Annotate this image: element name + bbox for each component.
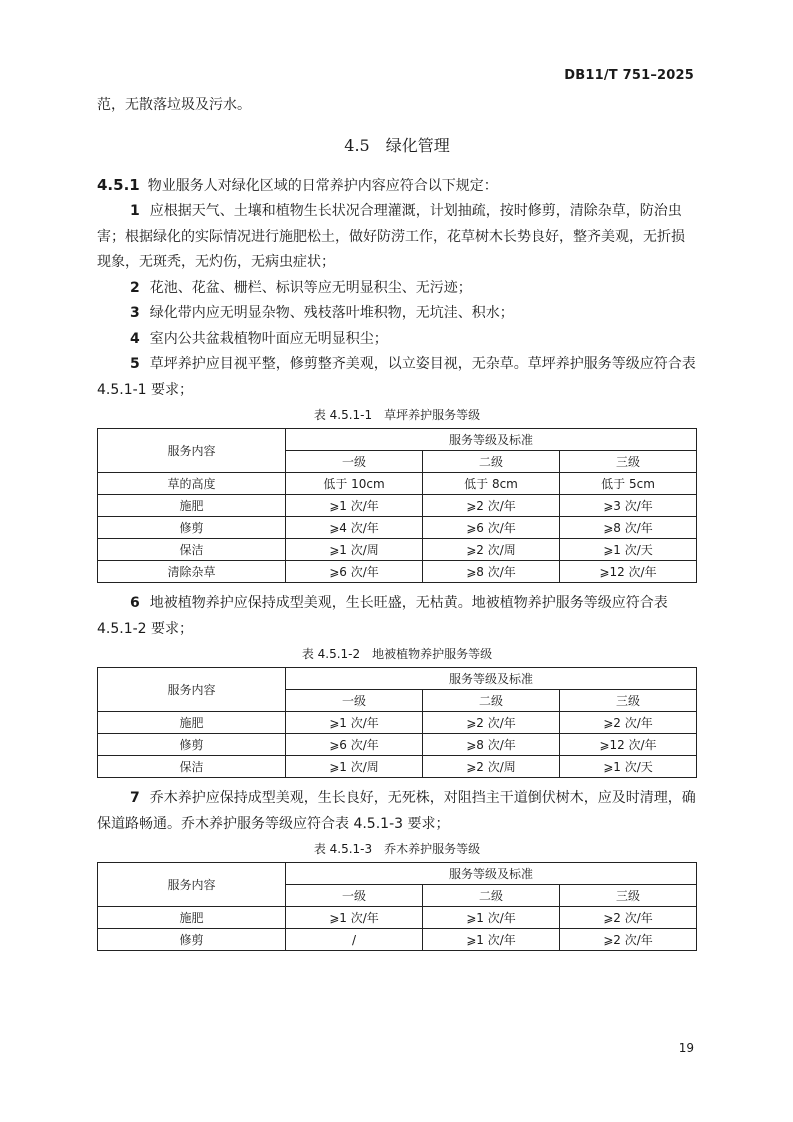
row-header-cell: 服务内容 [98,668,286,712]
table-cell: ⩾1 次/周 [286,539,423,561]
row-label: 修剪 [98,734,286,756]
group-header-cell: 服务等级及标准 [286,863,697,885]
list-item-2 [97,276,697,302]
item-number: 2 [130,279,140,296]
continuation-text: 范，无散落垃圾及污水。 [97,97,251,113]
level-cell: 三级 [560,690,697,712]
table-cell: ⩾2 次/周 [423,756,560,778]
tree-service-table [97,862,697,951]
table-row [98,712,697,734]
table-cell: ⩾3 次/年 [560,495,697,517]
table-cell: ⩾1 次/年 [286,495,423,517]
table-row [98,734,697,756]
item-text: 室内公共盆栽植物叶面应无明显积尘； [149,330,388,347]
table-cell: ⩾2 次/年 [560,907,697,929]
level-cell: 一级 [286,451,423,473]
section-title: 4.5 绿化管理 [344,135,450,155]
table-header-row [98,863,697,885]
lawn-service-table [97,428,697,583]
table-cell: ⩾1 次/年 [286,712,423,734]
table-caption: 表 4.5.1-1 草坪养护服务等级 [313,408,481,422]
table-cell: ⩾8 次/年 [423,561,560,583]
level-cell: 二级 [423,690,560,712]
page-content [97,93,697,959]
table-cell: 低于 10cm [286,473,423,495]
table-caption: 表 4.5.1-3 乔木养护服务等级 [313,842,481,856]
table-row [98,561,697,583]
table-header-row [98,668,697,690]
level-cell: 三级 [560,885,697,907]
level-cell: 一级 [286,885,423,907]
item-text: 草坪养护应目视平整，修剪整齐美观，以立姿目视，无杂草。草坪养护服务等级应符合表 4.5.1-1 要求； [97,356,696,398]
table-row [98,473,697,495]
item-number: 3 [130,305,140,321]
clause-4-5-1 [97,173,697,200]
page-number: 19 [678,1041,694,1055]
item-number: 6 [130,595,140,611]
table-caption: 表 4.5.1-2 地被植物养护服务等级 [301,647,493,661]
group-header-cell: 服务等级及标准 [286,429,697,451]
table-cell: ⩾8 次/年 [560,517,697,539]
table-cell: ⩾6 次/年 [423,517,560,539]
standard-code: DB11/T 751–2025 [564,68,694,83]
table-row [98,907,697,929]
table-cell: ⩾8 次/年 [423,734,560,756]
clause-number: 4.5.1 [97,175,140,194]
table-cell: ⩾4 次/年 [286,517,423,539]
row-label: 修剪 [98,929,286,951]
row-label: 施肥 [98,495,286,517]
table-cell: ⩾12 次/年 [560,734,697,756]
table-row [98,517,697,539]
table-cell: ⩾6 次/年 [286,561,423,583]
table-cell: ⩾1 次/年 [286,907,423,929]
item-text: 应根据天气、土壤和植物生长状况合理灌溉，计划抽疏，按时修剪，清除杂草，防治虫害；根据绿化的实际情况进行施肥松土，做好防涝工作，花草树木长势良好，整齐美观，无折损现象，无斑秃，无灼伤，无病虫症状； [97,203,685,270]
table-row [98,756,697,778]
row-label: 施肥 [98,907,286,929]
level-cell: 二级 [423,885,560,907]
level-cell: 三级 [560,451,697,473]
table-cell: ⩾2 次/年 [423,495,560,517]
list-item-3 [97,301,697,327]
item-text: 花池、花盆、栅栏、标识等应无明显积尘、无污迹； [149,279,472,296]
table-cell: ⩾2 次/年 [560,712,697,734]
table-cell: ⩾1 次/天 [560,539,697,561]
group-header-cell: 服务等级及标准 [286,668,697,690]
row-label: 施肥 [98,712,286,734]
clause-text: 物业服务人对绿化区域的日常养护内容应符合以下规定： [147,177,498,194]
list-item-6 [97,591,697,642]
groundcover-service-table [97,667,697,778]
table-cell: ⩾6 次/年 [286,734,423,756]
row-label: 清除杂草 [98,561,286,583]
level-cell: 一级 [286,690,423,712]
item-number: 1 [130,203,140,219]
list-item-7 [97,786,697,837]
item-number: 4 [130,330,140,347]
row-label: 保洁 [98,539,286,561]
list-item-1 [97,199,697,276]
table-cell: ⩾2 次/年 [423,712,560,734]
table-cell: ⩾1 次/年 [423,907,560,929]
list-item-4 [97,327,697,353]
row-label: 草的高度 [98,473,286,495]
row-label: 修剪 [98,517,286,539]
item-text: 乔木养护应保持成型美观，生长良好，无死株，对阻挡主干道倒伏树木，应及时清理，确保道路畅通。乔木养护服务等级应符合表 4.5.1-3 要求； [97,790,696,832]
table-cell: ⩾2 次/年 [560,929,697,951]
table-cell: ⩾1 次/周 [286,756,423,778]
table-cell: 低于 8cm [423,473,560,495]
item-text: 地被植物养护应保持成型美观，生长旺盛，无枯黄。地被植物养护服务等级应符合表 4.5.1-2 要求； [97,595,668,637]
row-header-cell: 服务内容 [98,863,286,907]
level-cell: 二级 [423,451,560,473]
table-cell: ⩾1 次/年 [423,929,560,951]
item-text: 绿化带内应无明显杂物、残枝落叶堆积物，无坑洼、积水； [149,305,514,321]
table-cell: 低于 5cm [560,473,697,495]
item-number: 5 [130,356,140,372]
table-row [98,929,697,951]
list-item-5 [97,352,697,403]
table-cell: ⩾1 次/天 [560,756,697,778]
table-cell: ⩾2 次/周 [423,539,560,561]
row-header-cell: 服务内容 [98,429,286,473]
table-row [98,539,697,561]
table-header-row [98,429,697,451]
table-row [98,495,697,517]
table-cell: / [286,929,423,951]
table-cell: ⩾12 次/年 [560,561,697,583]
item-number: 7 [130,790,140,806]
row-label: 保洁 [98,756,286,778]
